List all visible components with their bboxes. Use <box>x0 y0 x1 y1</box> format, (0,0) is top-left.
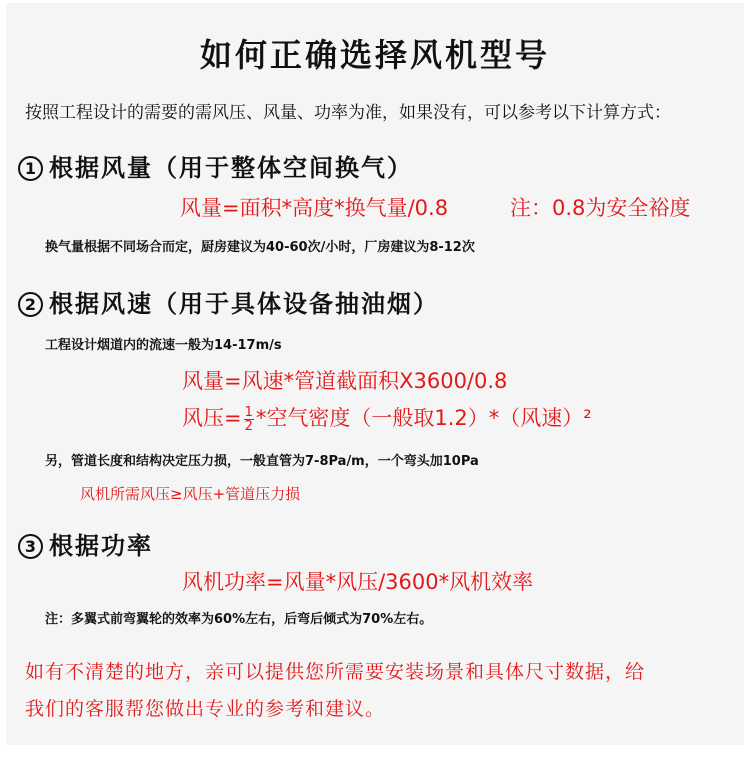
section3-number-badge: 3 <box>18 534 43 559</box>
section1-heading <box>18 148 413 183</box>
section1-formula: 风量=面积*高度*换气量/0.8 <box>180 196 449 220</box>
section3-heading-text: 根据功率 <box>49 532 153 560</box>
section2-note-velocity: 工程设计烟道内的流速一般为14-17m/s <box>45 338 282 353</box>
one-half-fraction: $\frac{1}{2}$ <box>244 404 253 434</box>
pressure-formula-suffix: *空气密度（一般取1.2）*（风速）² <box>255 406 592 430</box>
section2-heading-text: 根据风速（用于具体设备抽油烟） <box>49 290 439 318</box>
section2-formula-total-pressure: 风机所需风压≥风压+管道压力损 <box>80 485 301 503</box>
section2-formula-pressure <box>182 402 592 433</box>
section3-heading <box>18 526 153 561</box>
section3-note: 注：多翼式前弯翼轮的效率为60%左右，后弯后倾式为70%左右。 <box>45 612 433 627</box>
pressure-formula-prefix: 风压= <box>182 406 242 430</box>
closing-line-1: 如有不清楚的地方，亲可以提供您所需要安装场景和具体尺寸数据，给 <box>25 661 646 683</box>
section1-formula-note: 注：0.8为安全裕度 <box>510 196 691 220</box>
section2-note-pressure-loss: 另，管道长度和结构决定压力损，一般直管为7-8Pa/m，一个弯头加10Pa <box>45 454 479 469</box>
page-title: 如何正确选择风机型号 <box>199 36 550 74</box>
section1-number-badge: 1 <box>18 156 43 181</box>
closing-line-2: 我们的客服帮您做出专业的参考和建议。 <box>25 698 386 720</box>
section2-heading <box>18 284 439 319</box>
section2-formula-airflow: 风量=风速*管道截面积X3600/0.8 <box>182 369 508 393</box>
intro-text: 按照工程设计的需要的需风压、风量、功率为准，如果没有，可以参考以下计算方式： <box>25 103 671 123</box>
section1-heading-text: 根据风量（用于整体空间换气） <box>49 154 413 182</box>
section2-number-badge: 2 <box>18 292 43 317</box>
section1-note: 换气量根据不同场合而定，厨房建议为40-60次/小时，厂房建议为8-12次 <box>45 240 475 255</box>
section3-formula: 风机功率=风量*风压/3600*风机效率 <box>182 570 534 594</box>
